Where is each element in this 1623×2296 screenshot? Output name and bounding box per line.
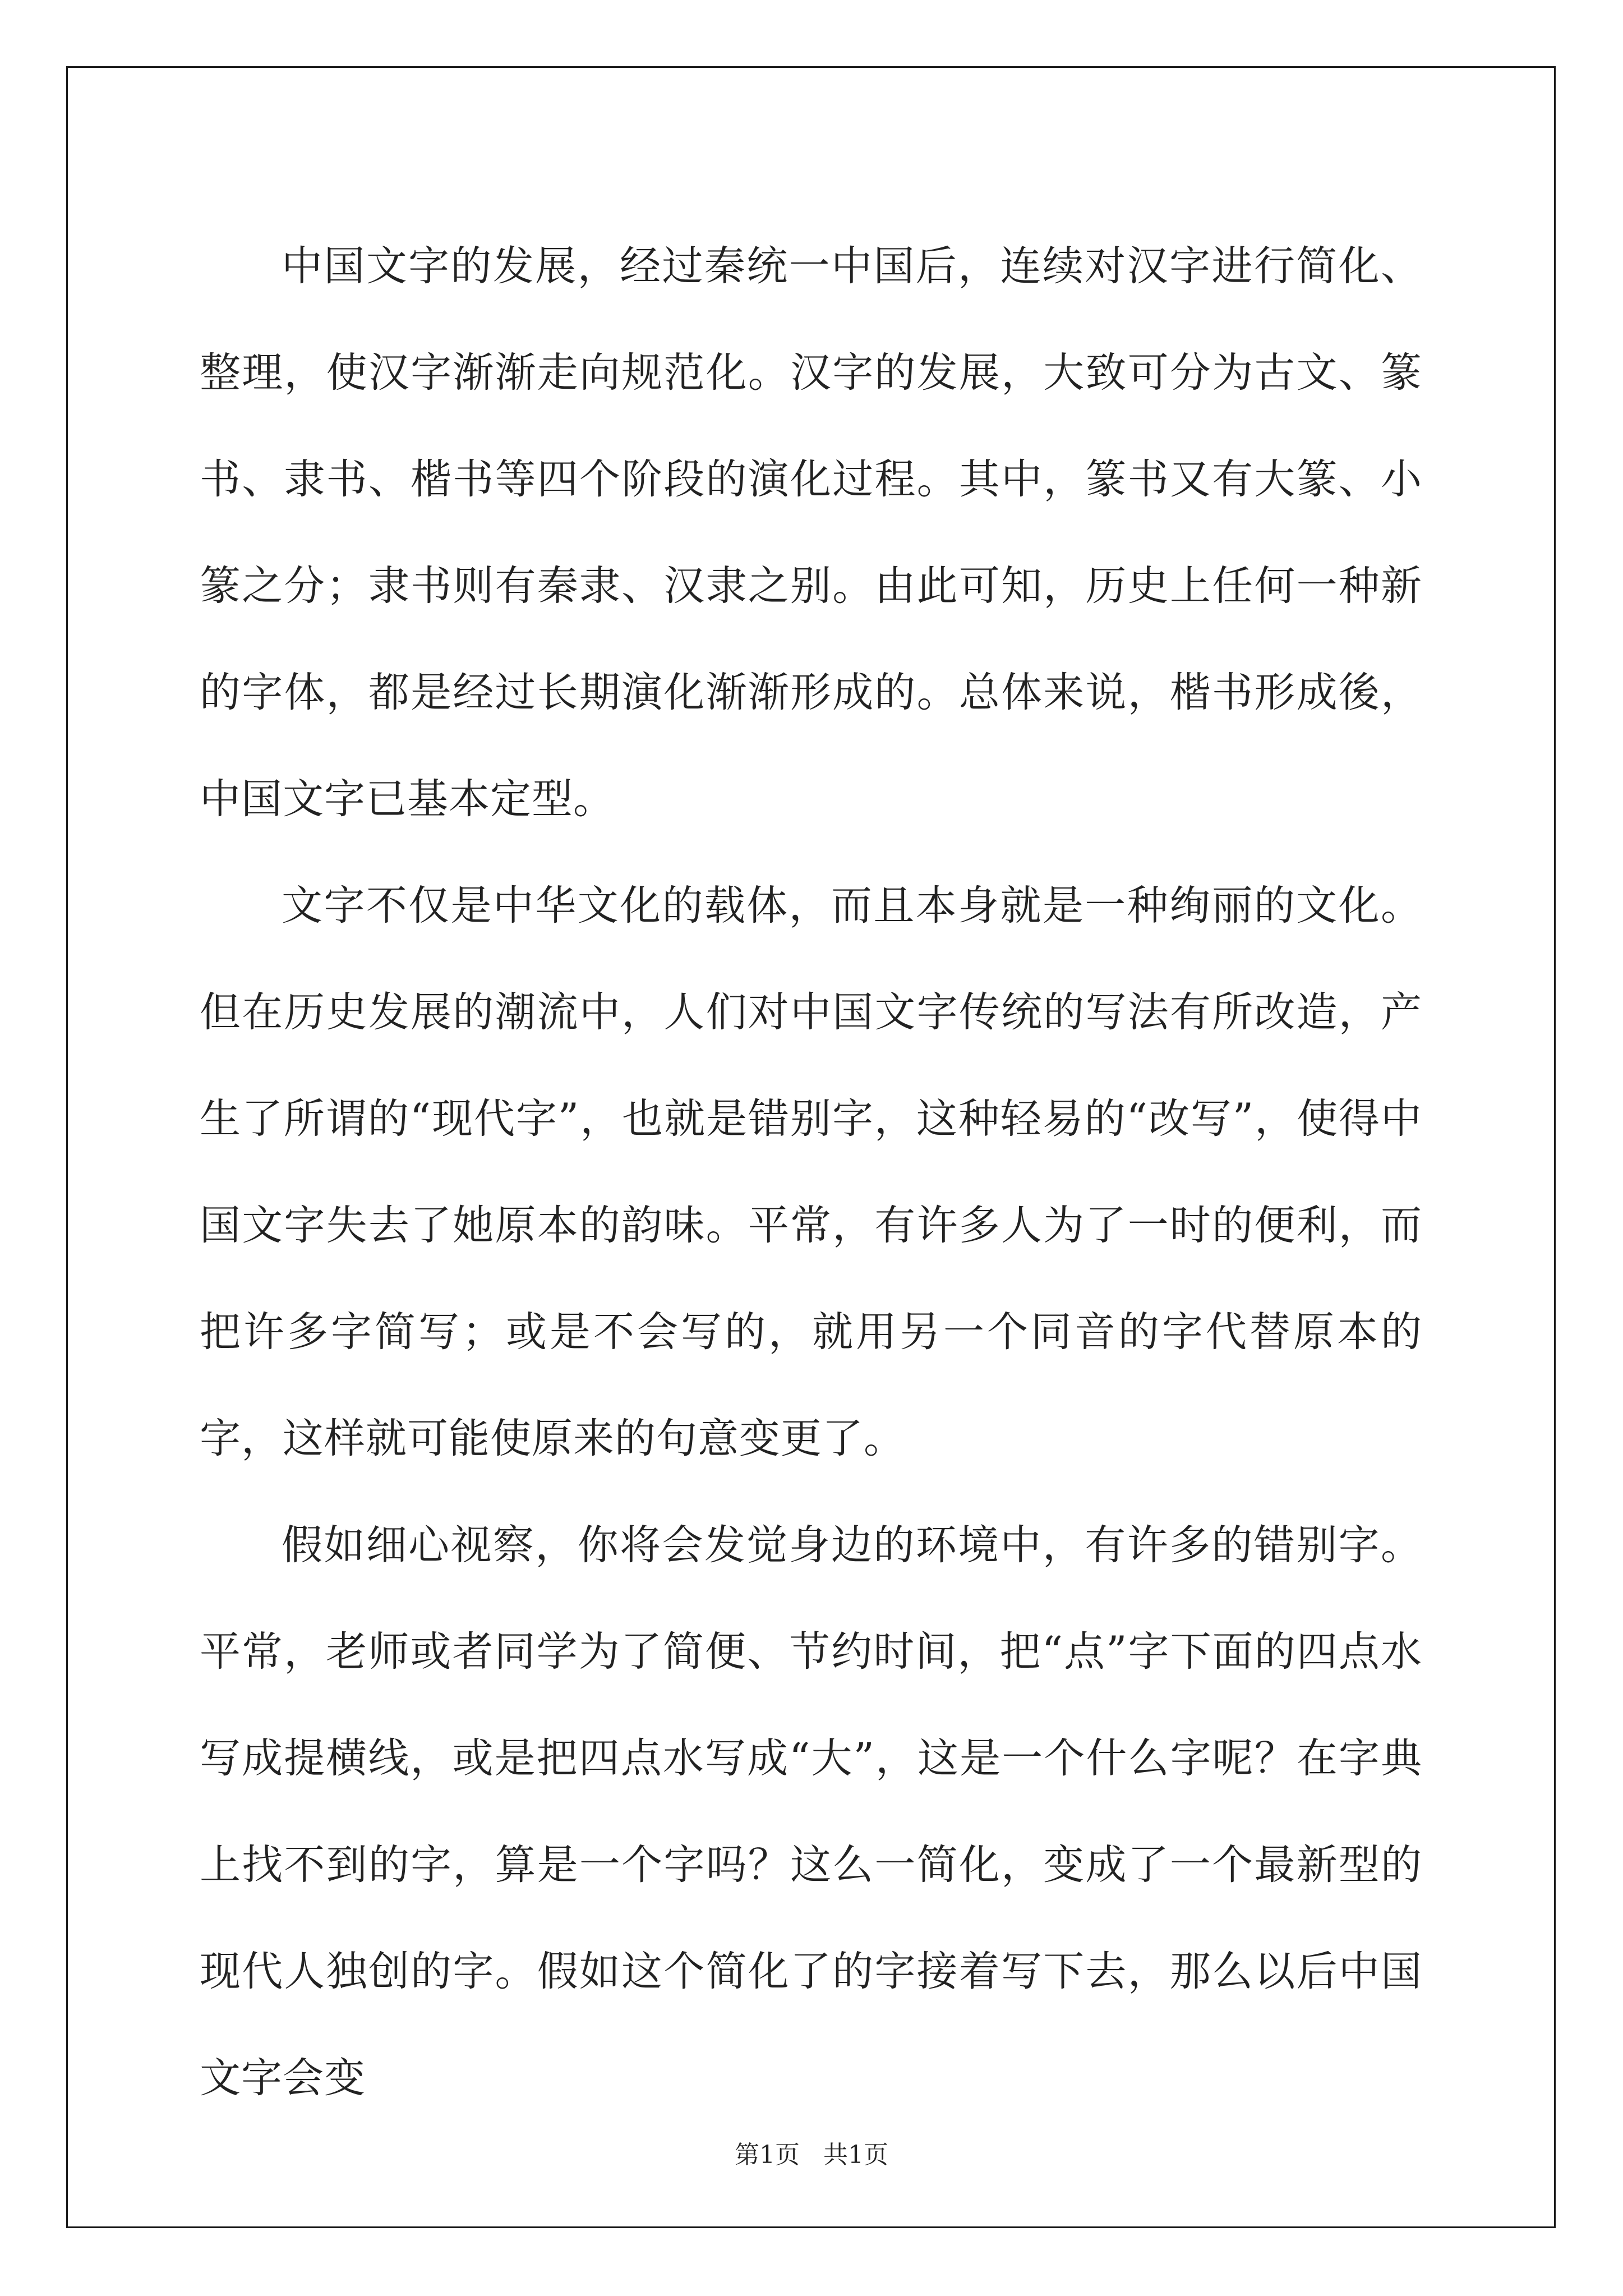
paragraph: 中国文字的发展，经过秦统一中国后，连续对汉字进行简化、整理，使汉字渐渐走向规范化。汉字的发展，大致可分为古文、篆书、隶书、楷书等四个阶段的演化过程。其中，篆书又有大篆、小篆之分；隶书则有秦隶、汉隶之别。由此可知，历史上任何一种新的字体，都是经过长期演化渐渐形成的。总体来说，楷书形成後，中国文字已基本定型。 <box>200 242 1422 823</box>
paragraph: 假如细心视察，你将会发觉身边的环境中，有许多的错别字。平常，老师或者同学为了简便、节约时间，把“点”字下面的四点水写成提横线，或是把四点水写成“大”，这是一个什么字呢？在字典上找不到的字，算是一个字吗？这么一简化，变成了一个最新型的现代人独创的字。假如这个简化了的字接着写下去，那么以后中国文字会变 <box>200 1521 1422 2102</box>
paragraph: 文字不仅是中华文化的载体，而且本身就是一种绚丽的文化。但在历史发展的潮流中，人们对中国文字传统的写法有所改造，产生了所谓的“现代字”，也就是错别字，这种轻易的“改写”，使得中国文字失去了她原本的韵味。平常，有许多人为了一时的便利，而把许多字简写；或是不会写的，就用另一个同音的字代替原本的字，这样就可能使原来的句意变更了。 <box>200 882 1422 1462</box>
document-body <box>200 213 1422 2132</box>
page-footer: 第1页 共1页 <box>735 2141 888 2169</box>
